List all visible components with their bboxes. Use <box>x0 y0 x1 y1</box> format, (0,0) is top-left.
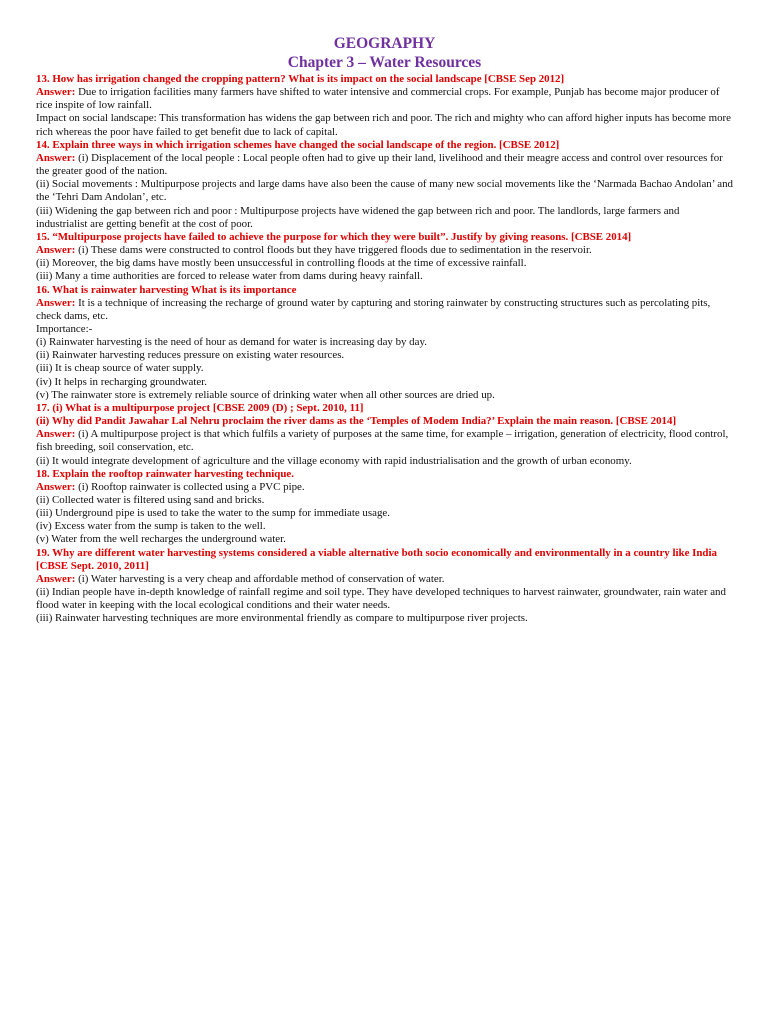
subject-title: GEOGRAPHY <box>333 35 436 52</box>
answer-label: Answer: <box>36 151 76 164</box>
question-block <box>36 402 733 468</box>
answer-text: Due to irrigation facilities many farmers have shifted to water intensive and commercial crops. For example, Punjab has become major producer of rice inspite of low rainfall. <box>36 86 720 112</box>
answer-line: (ii) Rainwater harvesting reduces pressure on existing water resources. <box>36 349 345 362</box>
answer-line: Importance:- <box>36 322 93 335</box>
question-block <box>36 231 733 284</box>
chapter-title: Chapter 3 – Water Resources <box>287 54 482 71</box>
answer-line: (i) Rainwater harvesting is the need of hour as demand for water is increasing day by day. <box>36 336 427 349</box>
answer-text: (i) Displacement of the local people : Local people often had to give up their land, livelihood and their meagre access and control over resources for the greater good of the nation. <box>36 151 723 178</box>
answer-line: (iii) Rainwater harvesting techniques are more environmental friendly as compare to multipurpose river projects. <box>36 612 528 625</box>
answer-line: (iii) Underground pipe is used to take the water to the sump for immediate usage. <box>36 507 390 520</box>
answer-paragraph <box>36 297 733 323</box>
answer-paragraph <box>36 86 733 112</box>
answer-line: (iv) It helps in recharging groundwater. <box>36 375 207 388</box>
question-heading: 15. “Multipurpose projects have failed to achieve the purpose for which they were built”. Justify by giving reasons. [CBSE 2014] <box>36 230 632 243</box>
question-block <box>36 468 733 547</box>
question-heading: (ii) Why did Pandit Jawahar Lal Nehru proclaim the river dams as the ‘Temples of Modem India?’ Explain the main reason. [CBSE 2014] <box>36 415 677 428</box>
question-heading: 13. How has irrigation changed the cropping pattern? What is its impact on the social landscape [CBSE Sep 2012] <box>36 73 565 85</box>
question-list <box>36 73 733 626</box>
answer-text: (i) Water harvesting is a very cheap and affordable method of conservation of water. <box>78 572 445 585</box>
answer-label: Answer: <box>36 86 76 99</box>
answer-label: Answer: <box>36 428 76 441</box>
answer-paragraph <box>36 244 733 257</box>
answer-paragraph <box>36 428 733 454</box>
question-heading: 18. Explain the rooftop rainwater harvesting technique. <box>36 467 294 480</box>
answer-label: Answer: <box>36 480 76 493</box>
answer-line: (v) The rainwater store is extremely reliable source of drinking water when all other sources are dried up. <box>36 388 495 401</box>
answer-line: (iii) Many a time authorities are forced to release water from dams during heavy rainfall. <box>36 270 423 283</box>
question-block <box>36 547 733 626</box>
answer-text: (i) Rooftop rainwater is collected using a PVC pipe. <box>78 480 305 493</box>
question-block <box>36 139 733 231</box>
document-page <box>36 34 733 626</box>
answer-line: (v) Water from the well recharges the underground water. <box>36 533 286 546</box>
answer-label: Answer: <box>36 572 76 585</box>
question-block <box>36 284 733 402</box>
answer-text: (i) These dams were constructed to control floods but they have triggered floods due to sedimentation in the reservoir. <box>78 244 592 257</box>
question-heading: 19. Why are different water harvesting systems considered a viable alternative both socio economically and environmentally in a country like India [CBSE Sept. 2010, 2011] <box>36 546 717 572</box>
question-block <box>36 73 733 139</box>
answer-line: (iii) Widening the gap between rich and poor : Multipurpose projects have widened the gap between rich and poor. The landlords, large farmers and industrialist are getting benefit at the cost of poor. <box>36 204 680 230</box>
answer-paragraph <box>36 573 733 586</box>
answer-line: (ii) Indian people have in-depth knowledge of rainfall regime and soil type. They have developed techniques to harvest rainwater, groundwater, rain water and flood water in keeping with the local ecological conditions and their water needs. <box>36 586 726 612</box>
answer-line: (ii) Moreover, the big dams have mostly been unsuccessful in controlling floods at the time of excessive rainfall. <box>36 257 527 270</box>
answer-text: It is a technique of increasing the recharge of ground water by capturing and storing rainwater by constructing structures such as percolating pits, check dams, etc. <box>36 296 711 322</box>
answer-line: (ii) It would integrate development of agriculture and the village economy with rapid industrialisation and the growth of urban economy. <box>36 454 632 467</box>
answer-label: Answer: <box>36 244 76 257</box>
answer-line: (ii) Social movements : Multipurpose projects and large dams have also been the cause of many new social movements like the ‘Narmada Bachao Andolan’ and the ‘Tehri Dam Andolan’, etc. <box>36 178 733 204</box>
question-heading: 16. What is rainwater harvesting What is its importance <box>36 283 297 296</box>
question-heading: 17. (i) What is a multipurpose project [CBSE 2009 (D) ; Sept. 2010, 11] <box>36 401 364 414</box>
answer-label: Answer: <box>36 296 76 309</box>
answer-line: Impact on social landscape: This transformation has widens the gap between rich and poor. The rich and mighty who can afford higher inputs has become more rich whereas the poor have failed to get benefit due to lack of capital. <box>36 112 731 138</box>
answer-paragraph <box>36 152 733 178</box>
answer-line: (iii) It is cheap source of water supply. <box>36 362 204 375</box>
question-heading: 14. Explain three ways in which irrigation schemes have changed the social landscape of the region. [CBSE 2012] <box>36 138 560 151</box>
answer-text: (i) A multipurpose project is that which fulfils a variety of purposes at the same time, for example – irrigation, generation of electricity, flood control, fish breeding, soil conservation, etc. <box>36 428 729 454</box>
answer-line: (iv) Excess water from the sump is taken to the well. <box>36 520 266 533</box>
answer-paragraph <box>36 481 733 494</box>
answer-line: (ii) Collected water is filtered using sand and bricks. <box>36 494 265 506</box>
